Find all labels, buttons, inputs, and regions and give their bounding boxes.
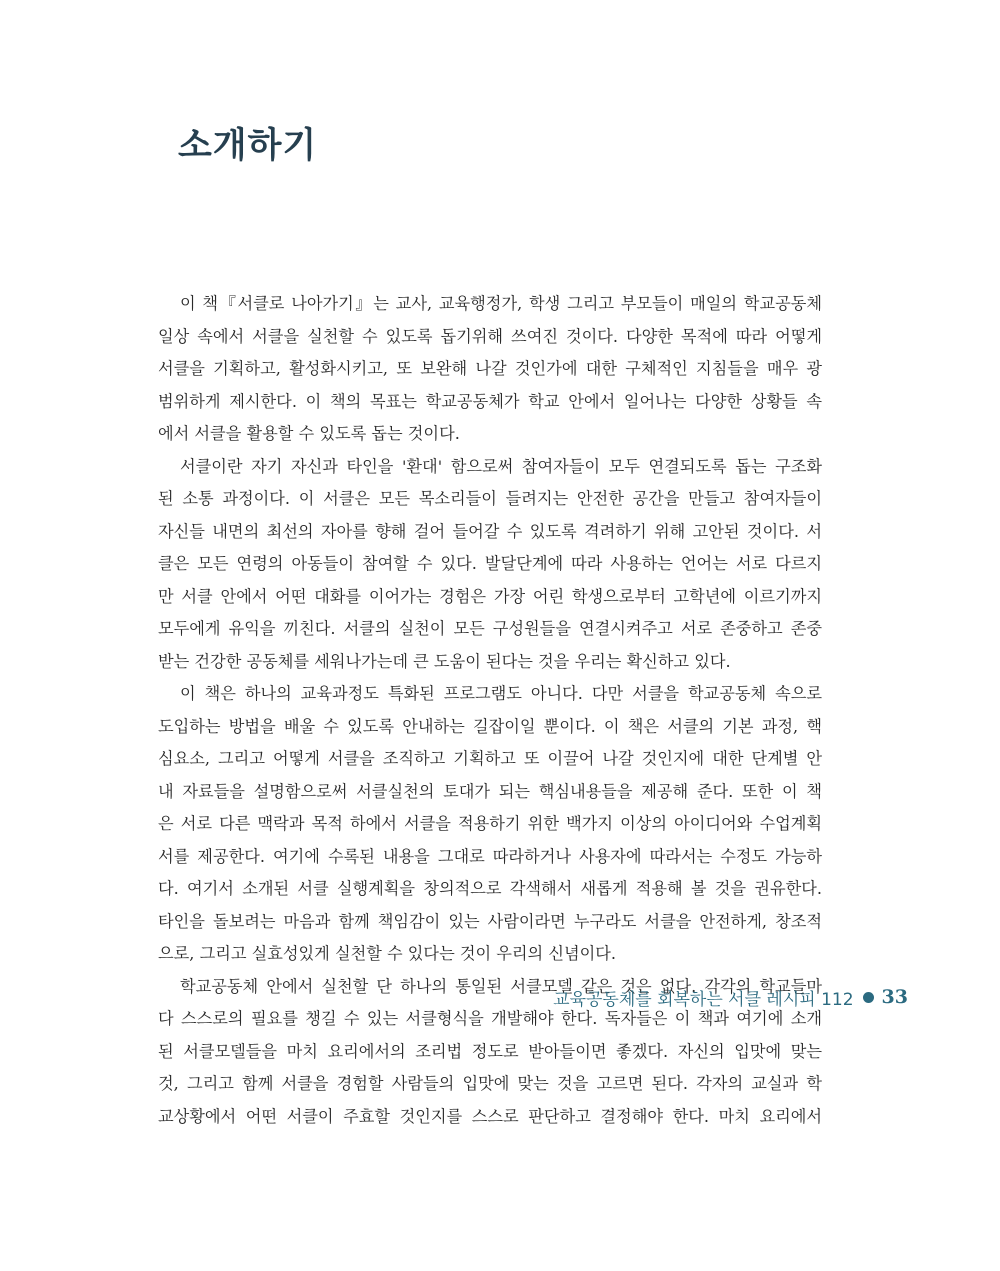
text-line: 도입하는 방법을 배울 수 있도록 안내하는 길잡이일 뿐이다. 이 책은 서클의 기본 과정, 핵 xyxy=(158,716,822,736)
paragraph-3 xyxy=(158,678,822,971)
text-line: 다. 여기서 소개된 서클 실행계획을 창의적으로 각색해서 새롭게 적용해 볼 것을 권유한다. xyxy=(158,879,822,898)
text-line: 서를 제공한다. 여기에 수록된 내용을 그대로 따라하거나 사용자에 따라서는 수정도 가능하 xyxy=(158,846,822,866)
text-line: 만 서클 안에서 어떤 대화를 이어가는 경험은 가장 어린 학생으로부터 고학년에 이르기까지 xyxy=(158,586,822,606)
text-line: 은 서로 다른 맥락과 목적 하에서 서클을 적용하기 위한 백가지 이상의 아이디어와 수업계획 xyxy=(158,814,822,833)
text-line: 에서 서클을 활용할 수 있도록 돕는 것이다. xyxy=(158,424,460,443)
page-title: 소개하기 xyxy=(178,125,318,166)
text-line: 일상 속에서 서클을 실천할 수 있도록 돕기위해 쓰여진 것이다. 다양한 목적에 따라 어떻게 xyxy=(158,326,822,346)
text-line: 학교공동체 안에서 실천할 단 하나의 통일된 서클모델 같은 것은 없다. 각각의 학교들마 xyxy=(180,976,822,996)
text-line: 으로, 그리고 실효성있게 실천할 수 있다는 것이 우리의 신념이다. xyxy=(158,944,617,963)
text-line: 자신들 내면의 최선의 자아를 향해 걸어 들어갈 수 있도록 격려하기 위해 고안된 것이다. 서 xyxy=(158,521,822,541)
text-line: 이 책『서클로 나아가기』는 교사, 교육행정가, 학생 그리고 부모들이 매일의 학교공동체 xyxy=(180,294,822,313)
paragraph-1 xyxy=(158,288,822,451)
paragraph-2 xyxy=(158,451,822,679)
text-line: 내 자료들을 설명함으로써 서클실천의 토대가 되는 핵심내용들을 제공해 준다. 또한 이 책 xyxy=(158,781,822,801)
running-footer xyxy=(553,983,908,1011)
running-title: 교육공동체를 회복하는 서클 레시피 112 xyxy=(553,989,854,1010)
text-line: 것, 그리고 함께 서클을 경험할 사람들의 입맛에 맞는 것을 고르면 된다. 각자의 교실과 학 xyxy=(158,1074,822,1093)
text-line: 된 소통 과정이다. 이 서클은 모든 목소리들이 들려지는 안전한 공간을 만들고 참여자들이 xyxy=(158,489,822,508)
text-line: 서클이란 자기 자신과 타인을 '환대' 함으로써 참여자들이 모두 연결되도록 돕는 구조화 xyxy=(180,456,822,476)
text-line: 이 책은 하나의 교육과정도 특화된 프로그램도 아니다. 다만 서클을 학교공동체 속으로 xyxy=(180,684,822,703)
text-line: 타인을 돌보려는 마음과 함께 책임감이 있는 사람이라면 누구라도 서클을 안전하게, 창조적 xyxy=(158,911,822,931)
text-line: 서클을 기획하고, 활성화시키고, 또 보완해 나갈 것인가에 대한 구체적인 지침들을 매우 광 xyxy=(158,359,822,378)
text-line: 교상황에서 어떤 서클이 주효할 것인지를 스스로 판단하고 결정해야 한다. 마치 요리에서 xyxy=(158,1106,822,1126)
bullet-dot-icon xyxy=(863,992,874,1003)
text-line: 받는 건강한 공동체를 세워나가는데 큰 도움이 된다는 것을 우리는 확신하고 있다. xyxy=(158,651,731,671)
text-line: 모두에게 유익을 끼친다. 서클의 실천이 모든 구성원들을 연결시켜주고 서로 존중하고 존중 xyxy=(158,619,822,638)
text-line: 다 스스로의 필요를 챙길 수 있는 서클형식을 개발해야 한다. 독자들은 이 책과 여기에 소개 xyxy=(158,1009,822,1028)
text-line: 클은 모든 연령의 아동들이 참여할 수 있다. 발달단계에 따라 사용하는 언어는 서로 다르지 xyxy=(158,554,822,573)
text-line: 된 서클모델들을 마치 요리에서의 조리법 정도로 받아들이면 좋겠다. 자신의 입맛에 맞는 xyxy=(158,1041,822,1061)
text-line: 심요소, 그리고 어떻게 서클을 조직하고 기획하고 또 이끌어 나갈 것인지에 대한 단계별 안 xyxy=(158,749,822,768)
page-number: 33 xyxy=(881,986,908,1008)
text-line: 범위하게 제시한다. 이 책의 목표는 학교공동체가 학교 안에서 일어나는 다양한 상황들 속 xyxy=(158,391,822,411)
